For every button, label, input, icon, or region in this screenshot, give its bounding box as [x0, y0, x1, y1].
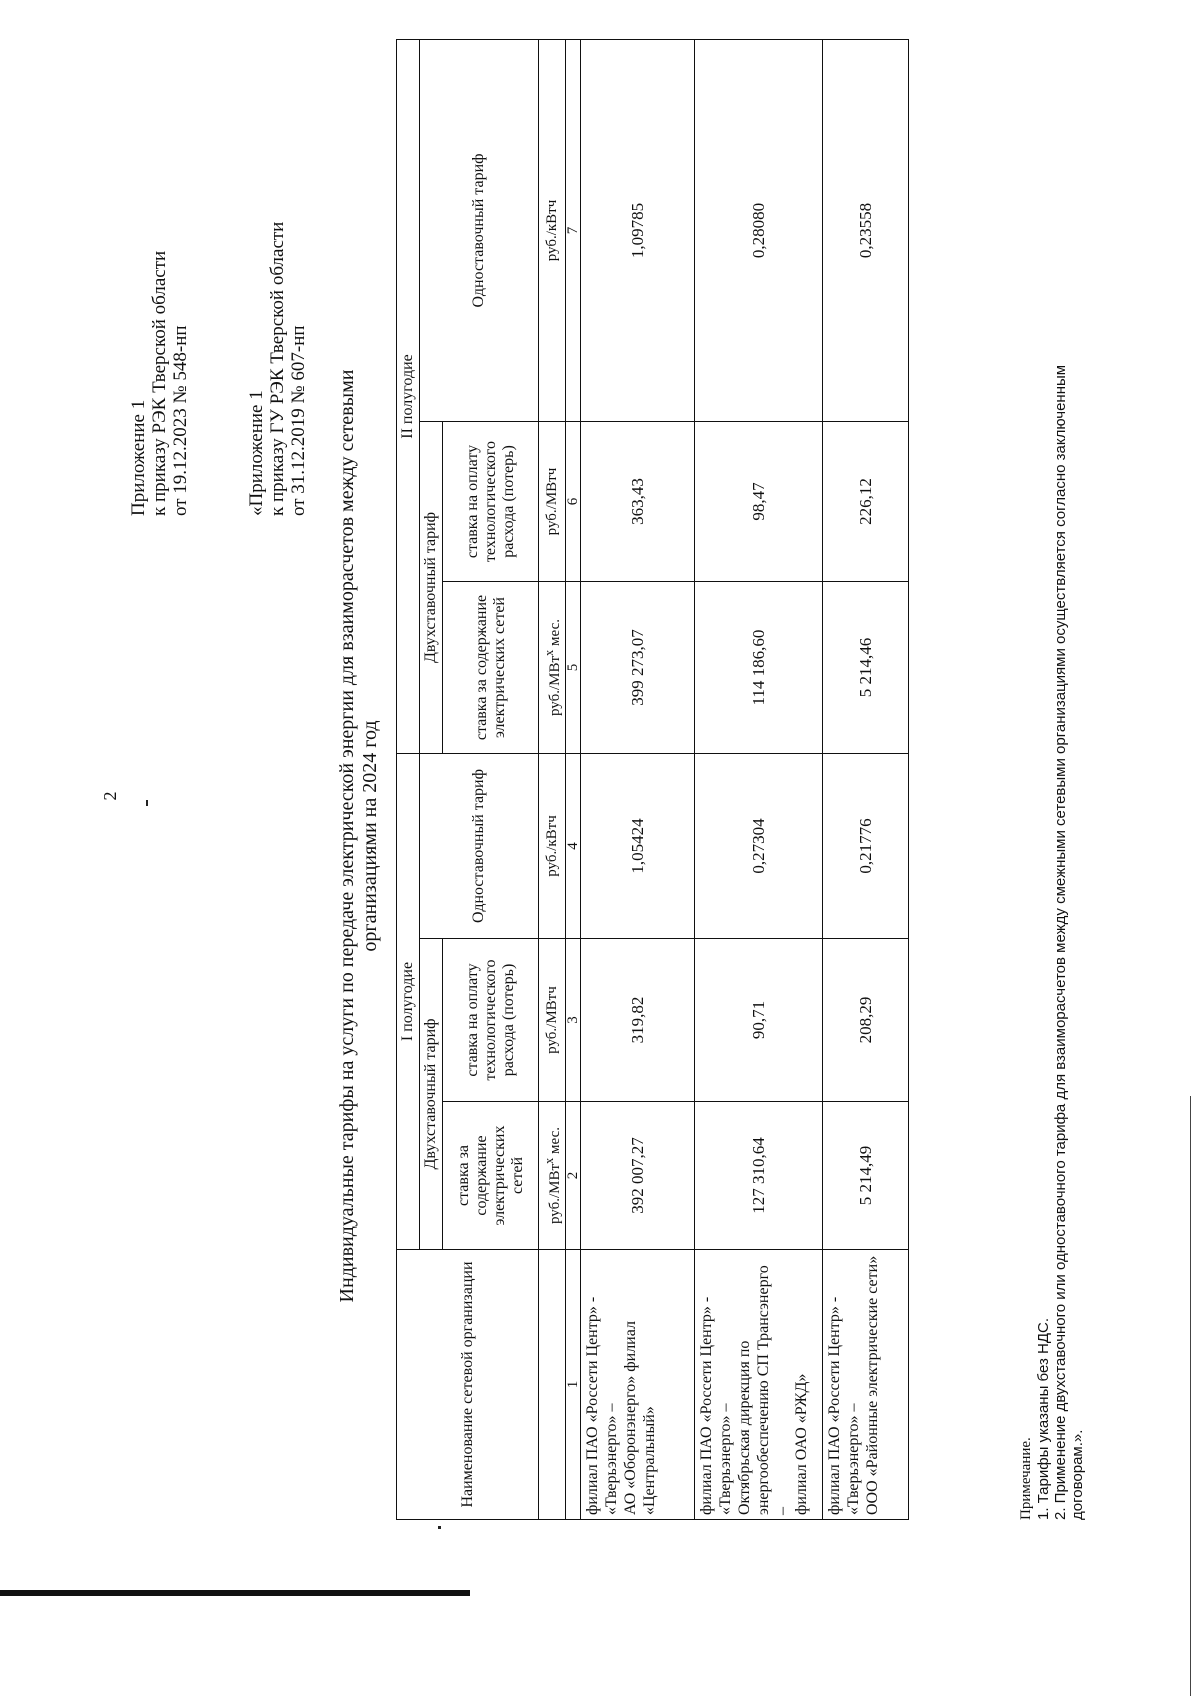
column-number: 3: [566, 939, 581, 1102]
org-name-line: филиал ПАО «Россети Центр» -: [584, 1296, 601, 1515]
page-number: 2: [100, 791, 120, 801]
note-item: 2. Применение двухставочного или одноставочного тарифа для взаиморасчетов между смежными сетевыми организациями осуществляется согласно заключенным: [1052, 364, 1069, 1520]
value-cell: 399 273,07: [581, 582, 695, 754]
org-name-line: филиал ПАО «Россети Центр» -: [826, 1296, 843, 1515]
org-name-header: Наименование сетевой организации: [397, 1250, 539, 1520]
one-rate-header-half2: Одноставочный тариф: [420, 39, 539, 421]
value-cell: 208,29: [823, 939, 909, 1102]
appendix-reference-new: [128, 56, 191, 516]
appendix-line: «Приложение 1: [246, 390, 267, 516]
org-name-line: «Тверьэнерго» –: [845, 1403, 862, 1515]
notes-section: [1018, 60, 1086, 1520]
value-cell: 127 310,64: [695, 1102, 823, 1250]
column-number: 7: [566, 39, 581, 421]
half2-header: II полугодие: [397, 39, 420, 753]
unit-one-half2: руб./кВтч: [539, 39, 566, 421]
column-number: 4: [566, 754, 581, 939]
value-cell: 114 186,60: [695, 582, 823, 754]
unit-loss-half2: руб./МВтч: [539, 422, 566, 582]
two-rate-header-half2: Двухставочный тариф: [420, 422, 443, 754]
document-title: [336, 276, 382, 1396]
value-cell: 392 007,27: [581, 1102, 695, 1250]
column-number: 2: [566, 1102, 581, 1250]
org-name-cell: [823, 1250, 909, 1520]
tariff-table: [396, 39, 909, 1520]
maint-rate-header-half1: ставка за содержание электрических сетей: [443, 1102, 539, 1250]
unit-text: мес.: [547, 1127, 563, 1158]
table-row: [823, 39, 909, 1519]
value-cell: 1,09785: [581, 39, 695, 421]
org-name-line: филиал ПАО «Россети Центр» -: [698, 1296, 715, 1515]
value-cell: 5 214,46: [823, 582, 909, 754]
appendix-line: к приказу РЭК Тверской области: [149, 250, 170, 516]
org-name-cell: [695, 1250, 823, 1520]
value-cell: 90,71: [695, 939, 823, 1102]
two-rate-header-half1: Двухставочный тариф: [420, 939, 443, 1250]
title-line: организациями на 2024 год: [359, 720, 381, 952]
value-cell: 0,23558: [823, 39, 909, 421]
notes-title: Примечание.: [1018, 1437, 1034, 1520]
value-cell: 319,82: [581, 939, 695, 1102]
column-number: 5: [566, 582, 581, 754]
value-cell: 0,21776: [823, 754, 909, 939]
appendix-line: Приложение 1: [128, 399, 149, 516]
value-cell: 363,43: [581, 422, 695, 582]
value-cell: 5 214,49: [823, 1102, 909, 1250]
org-name-line: АО «Оборонэнерго» филиал: [622, 1321, 639, 1515]
unit-text: руб./МВт: [547, 655, 563, 716]
note-item: договорам.».: [1069, 1429, 1086, 1520]
half1-header: I полугодие: [397, 754, 420, 1250]
unit-blank: [539, 1250, 566, 1520]
unit-sup: х: [542, 649, 556, 656]
title-line: Индивидуальные тарифы на услуги по передаче электрической энергии для взаиморасчетов между сетевыми: [336, 369, 358, 1303]
maint-rate-header-half2: ставка за содержание электрических сетей: [443, 582, 539, 754]
column-number: 1: [566, 1250, 581, 1520]
org-name-line: ООО «Районные электрические сети»: [864, 1255, 881, 1515]
org-name-line: «Тверьэнерго» –: [717, 1403, 734, 1515]
org-name-line: филиал ОАО «РЖД»: [793, 1373, 810, 1515]
loss-rate-header-half1: ставка на оплату технологического расхода (потерь): [443, 939, 539, 1102]
one-rate-header-half1: Одноставочный тариф: [420, 754, 539, 939]
appendix-line: от 19.12.2023 № 548-нп: [170, 325, 191, 516]
value-cell: 0,28080: [695, 39, 823, 421]
unit-loss-half1: руб./МВтч: [539, 939, 566, 1102]
appendix-reference-old: [246, 56, 309, 516]
loss-rate-header-half2: ставка на оплату технологического расхода (потерь): [443, 422, 539, 582]
value-cell: 0,27304: [695, 754, 823, 939]
org-name-line: «Тверьэнерго» –: [603, 1403, 620, 1515]
value-cell: 1,05424: [581, 754, 695, 939]
value-cell: 98,47: [695, 422, 823, 582]
unit-text: мес.: [547, 619, 563, 650]
table-row: [581, 39, 695, 1519]
org-name-line: «Центральный»: [641, 1406, 658, 1515]
org-name-cell: [581, 1250, 695, 1520]
unit-maint-half1: [539, 1102, 566, 1250]
appendix-line: от 31.12.2019 № 607-нп: [288, 325, 309, 516]
org-name-line: Октябрьская дирекция по: [736, 1340, 753, 1515]
unit-one-half1: руб./кВтч: [539, 754, 566, 939]
unit-maint-half2: [539, 582, 566, 754]
footer-rule: [1190, 1096, 1191, 1696]
appendix-line: к приказу ГУ РЭК Тверской области: [267, 221, 288, 516]
value-cell: 226,12: [823, 422, 909, 582]
table-row: [695, 39, 823, 1519]
unit-text: руб./МВт: [547, 1163, 563, 1224]
note-item: 1. Тарифы указаны без НДС.: [1035, 1317, 1052, 1520]
column-number: 6: [566, 422, 581, 582]
org-name-line: энергообеспечению СП Трансэнерго –: [755, 1265, 791, 1515]
unit-sup: х: [542, 1157, 556, 1164]
